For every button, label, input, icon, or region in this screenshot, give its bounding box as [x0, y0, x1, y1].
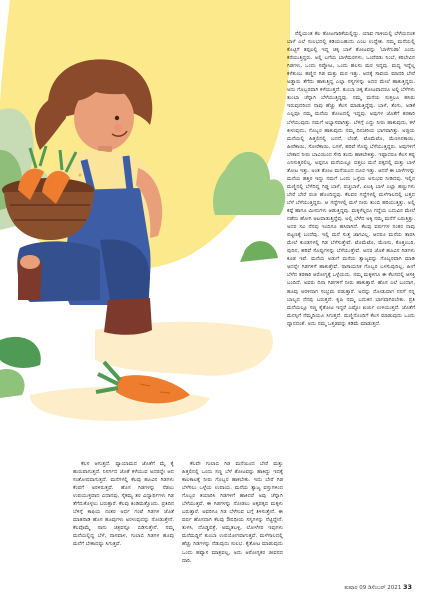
leaf-bush-right-2: [240, 241, 278, 262]
article-column-middle: [182, 460, 283, 580]
article-paragraph: ನೆಲ್ಲಿಯಂತ ಕೆಲ ತೋಟಗಾರಿಕೆಯಲ್ಲಿದ್ದು. ಯಾವ ಗಾಳಿಯಲ್ಲಿ ಬೆಳೆಯದಂತ ಬಾಳೆ ಎಲೆ ಸುಲಭದಲ್ಲಿ ಕಡಿಯಬಹುದು ಎಂಬ ಉದ್ದೇಶ. ನಮ್ಮ ಮನೆಯಲ್ಲಿ ಕೊಟ್ಟಿಗೆ ತಪ್ಪಲಲ್ಲಿ ಇದ್ದ ಚಿಕ್ಕ ಬಾಳೆ ತೋಟವನ್ನು 'ಬಾಳೆಗುಡಾ' ಎಂದು ಕರೆಯುತ್ತಿದ್ದರು. ಅಲ್ಲಿ ಬಗೆಯ ಬಾಳೆಮರಗಳು, ಒಂದೆರಡು ನಿಂಬೆ, ಕರಿಬೇವಿನ ಗಿಡಗಳು, ಒಂದು ಸಪ್ಪೋಟ, ಒಂದು ಹಲಸು ಮರ ಇದ್ದವು. ಮಧ್ಯ ಇದ್ದೆಲ್ಲ ಕಳೆತುಂಬ ಹಣ್ಣಿನ ಗಿಡ ಮತ್ತು ಮರ ಇತ್ತು. ಅದಕ್ಕೆ ಸಾವಯ ಮಾದರಿ ಬೇರೆ ಅಡ್ಡಾರು ತೆಗೆದು ಹಾಕುತ್ತಿದ್ದ ಎಲ್ಲಾ ಸಸ್ಯಗಳನ್ನು ಅದರ ಮೇಲೆ ಹಾಕುತ್ತಿದ್ದರು. ಅದು ಗೊಬ್ಬರವಾಗಿ ಕಳೆಯುತ್ತದೆ. ತುಂಬಾ ಚಿಕ್ಕ ತೋಟವಾದರೂ ಅಲ್ಲಿ ಬೆಳೆಗಳು ತುಂಬಾ ಚೆನ್ನಾಗಿ ಬೆಳೆಯುತ್ತಿದ್ದವು. ನಮ್ಮ ಮನೆಯ ಸುತ್ತಲೂ ಹಸಿರು ಇರುವುದರಿಂದ ನಾವು ಹೆಚ್ಚು ಕೆಲಸ ಮಾಡುತ್ತಿದ್ದೆವು. ಬಾಳೆ, ತೆಂಗು, ಅಡಿಕೆ ಎಲ್ಲವೂ ನಮ್ಮ ಮನೆಯ ತೋಟದಲ್ಲಿ ಇದ್ದವು. ಅವುಗಳ ಜೊತೆಗೆ ತರಕಾರಿ ಬೆಳೆಯುವುದು ನಮಗೆ ಅಭ್ಯಾಸವಾಗಿತ್ತು. ಬೆಳಿಗ್ಗೆ ಎದ್ದು ನೀರು ಹಾಕುವುದು, ಕಳೆ ಕೀಳುವುದು, ಗೊಬ್ಬರ ಹಾಕುವುದು ನಮ್ಮ ದಿನಚರಿಯ ಭಾಗವಾಗಿತ್ತು. ಅಜ್ಜಿಯ ಮನೆಯಲ್ಲಿ ಹಿತ್ತಲಿನಲ್ಲಿ ಬದನೆ, ಬೆಂಡೆ, ಟೊಮೆಟೊ, ಮೆಣಸಿನಕಾಯಿ, ಹೀರೆಕಾಯಿ, ಸೋರೆಕಾಯಿ, ಬಸಳೆ, ಹರಿವೆ ಸೊಪ್ಪು ಬೆಳೆಯುತ್ತಿದ್ದರು. ಅವುಗಳಿಗೆ ಬೇಕಾದ ನೀರು ಬಾವಿಯಿಂದ ಸೇದಿ ತಂದು ಹಾಕಬೇಕಿತ್ತು. ಇಷ್ಟಾದರೂ ಕೆಲಸ ಕಷ್ಟ ಎನಿಸುತ್ತಿರಲಿಲ್ಲ. ಅಪ್ಪನೂ ಮನೆಯಲ್ಲೂ ಬಿತ್ತಲು ಮನೆ ಪಕ್ಕದಲ್ಲಿ ಮತ್ತು ಬಾಳೆ ತೋಟ ಇತ್ತು. ಅಂತ ತೋಟ ಮನೆಯಿಂದ ದೂರ ಇತ್ತು. ಆದರೆ ಈ ಬಾಳೆಗಳನ್ನು ಮನೆಯ ಹತ್ತಿರ ಇದ್ದು ನಮಗೆ ಒಂದು ಒಳ್ಳೆಯ ಅನುಭವ ನೀಡಿದವು. ಇಲ್ಲಿನ ಮಣ್ಣಿನಲ್ಲಿ ಬೆಳೆದಿದ್ದ ಗಿಡ್ಡ ಬಾಳೆ, ಪಚ್ಚಬಾಳೆ, ಏಲಕ್ಕಿ ಬಾಳೆ ಎಲ್ಲಾ ಹಣ್ಣುಗಳು ಬೇರೆ ಬೇರೆ ರುಚಿ ಹೊಂದಿದ್ದವು. ಕೆಲವರ ಗದ್ದೆಗಳಲ್ಲಿ ಮಳೆಗಾಲದಲ್ಲಿ ಬತ್ತದ ಬೆಳೆ ಬೆಳೆಯುತ್ತಿದ್ದರು. ಆ ಗದ್ದೆಗಳಲ್ಲಿ ಮಳೆ ನೀರು ತುಂಬಿ ಹರಿಯುತ್ತಿತ್ತು. ಅಲ್ಲಿ ಕಪ್ಪೆ ಹಾಗೂ ಮೀನುಗಳು ಆಡುತ್ತಿದ್ದವು. ಮಕ್ಕಳೆಲ್ಲರೂ ಗದ್ದೆಯ ಬದುವಿನ ಮೇಲೆ ನಡೆದು ಹೋಗಿ ಆಟವಾಡುತ್ತಿದ್ದೆವು. ಅಲ್ಲಿ ಬೆಳೆದ ಅಕ್ಕಿ ನಮ್ಮ ಮನೆಗೆ ಬರುತ್ತಿತ್ತು. ಅದರ ಸವಿ ನೆನಪು ಇಂದಿಗೂ ಹಸಿರಾಗಿದೆ. ಕೆಲವು ವರ್ಷಗಳ ನಂತರ ನಾವು ಪಟ್ಟಣಕ್ಕೆ ಬಂದೆವು. ಇಲ್ಲಿ ಮನೆ ಸುತ್ತ ಜಾಗವಿಲ್ಲ. ಆದರೂ ಮನೆಯ ತಾರಸಿ ಮೇಲೆ ಕುಂಡಗಳಲ್ಲಿ ಗಿಡ ಬೆಳೆಸುತ್ತೇವೆ. ಟೊಮೆಟೊ, ಮೆಣಸು, ಕೊತ್ತಂಬರಿ, ಪುದಿನ, ಹರಿವೆ ಸೊಪ್ಪುಗಳನ್ನು ಬೆಳೆಯುತ್ತೇವೆ. ಅದರ ಜೊತೆ ಹೂವಿನ ಗಿಡಗಳು ಕೂಡ ಇವೆ. ಮನೆಯ ಅಡುಗೆ ಮನೆಯ ತ್ಯಾಜ್ಯವನ್ನು ಗೊಬ್ಬರವಾಗಿ ಮಾಡಿ ಅದನ್ನೇ ಗಿಡಗಳಿಗೆ ಹಾಕುತ್ತೇವೆ. ರಾಸಾಯನಿಕ ಗೊಬ್ಬರ ಬಳಸುವುದಿಲ್ಲ. ಹೀಗೆ ಬೆಳೆದ ತರಕಾರಿ ಆರೋಗ್ಯಕ್ಕೆ ಒಳ್ಳೆಯದು. ನಮ್ಮ ಮಕ್ಕಳಿಗೂ ಈ ಕೆಲಸದಲ್ಲಿ ಆಸಕ್ತಿ ಬಂದಿದೆ. ಅವರು ದಿನಾ ಗಿಡಗಳಿಗೆ ನೀರು ಹಾಕುತ್ತಾರೆ. ಹೊಸ ಎಲೆ ಬಂದಾಗ, ಹೂವು ಅರಳಿದಾಗ ಸಂಭ್ರಮ ಪಡುತ್ತಾರೆ. ಅದನ್ನು ನೋಡುವಾಗ ನನಗೆ ನನ್ನ ಬಾಲ್ಯದ ನೆನಪು ಬರುತ್ತದೆ. ಕೃಷಿ ನಮ್ಮ ಬದುಕಿನ ಭಾಗವಾಗಿರಬೇಕು. ಪ್ರತಿ ಮನೆಯಲ್ಲೂ ಸಣ್ಣ ಕೈತೋಟ ಇದ್ದರೆ ಎಷ್ಟೋ ಖರ್ಚು ಉಳಿಯುತ್ತದೆ. ಜೊತೆಗೆ ಮನಸ್ಸಿಗೆ ನೆಮ್ಮದಿಯೂ ಸಿಗುತ್ತದೆ. ಮಣ್ಣಿನೊಂದಿಗೆ ಕೆಲಸ ಮಾಡುವುದು ಒಂದು ಧ್ಯಾನದಂತೆ. ಅದು ನಮ್ಮ ಒತ್ತಡವನ್ನು ಕಡಿಮೆ ಮಾಡುತ್ತದೆ.: [287, 31, 415, 327]
gardening-woman-illustration: [0, 0, 290, 430]
page-footer: [344, 583, 412, 592]
article-paragraph: ಕೆಲವೇ ಗುಲಾಬಿ ಗಿಡ ಮನೆಯಿಂದ ಬೇರೆ ಮತ್ತು ಹಿತ್ತಲಿನಲ್ಲಿ ಒಂದು ಸಣ್ಣ ಬೆಳೆ ತೋಟವನ್ನು ಹಾಕಿದ್ದು ಇದಕ್ಕೆ ಕಾಲಕಾಲಕ್ಕೆ ನೀರು ಗೊಬ್ಬರ ಹಾಕಬೇಕು. ಇದು ಬೇರೆ ಗಿಡ ಬೆಳೆಸಲು ಒಳ್ಳೆಯ ಉಪಾಯ. ಮನೆಯ ತ್ಯಾಜ್ಯ ವಸ್ತುಗಳಿಂದ ಗೊಬ್ಬರ ತಯಾರಿಸಿ ಗಿಡಗಳಿಗೆ ಹಾಕಿದರೆ ಅವು ಚೆನ್ನಾಗಿ ಬೆಳೆಯುತ್ತವೆ. ಈ ಗಿಡಗಳನ್ನು ನೋಡಲು ಅಕ್ಕಪಕ್ಕದ ಮಕ್ಕಳು ಬರುತ್ತಾರೆ. ಅವರಿಗೂ ಗಿಡ ಬೆಳೆಸುವ ಬಗ್ಗೆ ತಿಳಿಸುತ್ತೇನೆ. ಈ ವರ್ಷ ಹೊಸದಾಗಿ ಕೆಲವು ಔಷಧೀಯ ಸಸ್ಯಗಳನ್ನು ನೆಟ್ಟಿದ್ದೇನೆ. ತುಳಸಿ, ದೊಡ್ಡಪತ್ರೆ, ಅಮೃತಬಳ್ಳಿ, ಲೋಳೆಸರ ಇವುಗಳು ಮನೆಮದ್ದಿಗೆ ತುಂಬಾ ಉಪಯೋಗವಾಗುತ್ತವೆ. ಮಳೆಗಾಲದಲ್ಲಿ ಹೆಚ್ಚು ಗಿಡಗಳನ್ನು ನೆಡುವುದು ಸುಲಭ. ಕೈತೋಟ ಮಾಡುವುದು ಒಂದು ಹವ್ಯಾಸ ಮಾತ್ರವಲ್ಲ, ಅದು ಆರೋಗ್ಯಕರ ಜೀವನದ ದಾರಿ.: [182, 461, 283, 564]
page-number: 33: [402, 583, 412, 591]
hand: [20, 255, 40, 269]
issue-date: 09 ಡಿಸೆಂಬರ್ 2021: [359, 585, 402, 591]
leaf-bottom-left-2: [0, 369, 25, 398]
cheek: [114, 124, 122, 132]
article-column-right: [287, 30, 415, 590]
boot-right: [104, 298, 152, 335]
eye: [115, 116, 119, 120]
leaf-bottom-left: [0, 337, 41, 368]
magazine-name: ತುಷಾರ: [344, 585, 358, 591]
article-column-left: [73, 460, 174, 580]
article-paragraph: ಕೆಲಸ ಆಗುತ್ತದೆ. ವ್ಯಾಯಾಮದ ಜೊತೆಗೆ ಮೈ ಕೈ ಹುರುಪಾಗುತ್ತದೆ. ನಿಸರ್ಗದ ಜೊತೆ ಕಳೆಯುವ ಅದರದ್ದೇ ಆದ ಸಂತೋಷವಾಗುತ್ತದೆ. ಮನೆಗಳಲ್ಲಿ ಕೆಲವು ಹೂವಿನ ಗಿಡಗಳು ಕೆಂಪಗೆ ಅರಳಿರುತ್ತವೆ. ಹೊಸ ಗಿಡಗಳನ್ನು ನೆಡಲು ಉಪಯುಕ್ತವಾದ ವಿಧಾನವು, ಸೈಕಮ್ಯ ತರ ವಿದ್ಯಾರ್ಥಿಗಳು ಗಿಡ ತೆಗೆದುಕೊಳ್ಳಲು ಬರುತ್ತಾರೆ. ಕೆಲವು ತಿಂಡಿಮತ್ತೊಂದು. ಪ್ರತಿದಿನ ಬೆಳಿಗ್ಗೆ ಕಾಫಿಯ ನಂತರ ಅರ್ಧ ಗಂಟೆ ಗಿಡಗಳ ಜೊತೆ ಮಾತನಾಡಿ ಹೊಸ ಹೂವುಗಳು ಅರಳುವುದನ್ನು ನೋಡುತ್ತೇನೆ. ಕೆಲವೊಮ್ಮೆ ನಾನು ಚಿತ್ರವನ್ನೂ ಬಿಡಿಸುತ್ತೇನೆ. ನಮ್ಮ ಮನೆಯಲ್ಲಿದ್ದ ಬೆಳೆ, ದಾಸವಾಳ, ಗುಲಾಬಿ ಗಿಡಗಳ ಹೂವು ಮನೆಗೆ ಬೇಕಾದಷ್ಟು ಸಿಗುತ್ತವೆ.: [73, 461, 174, 548]
